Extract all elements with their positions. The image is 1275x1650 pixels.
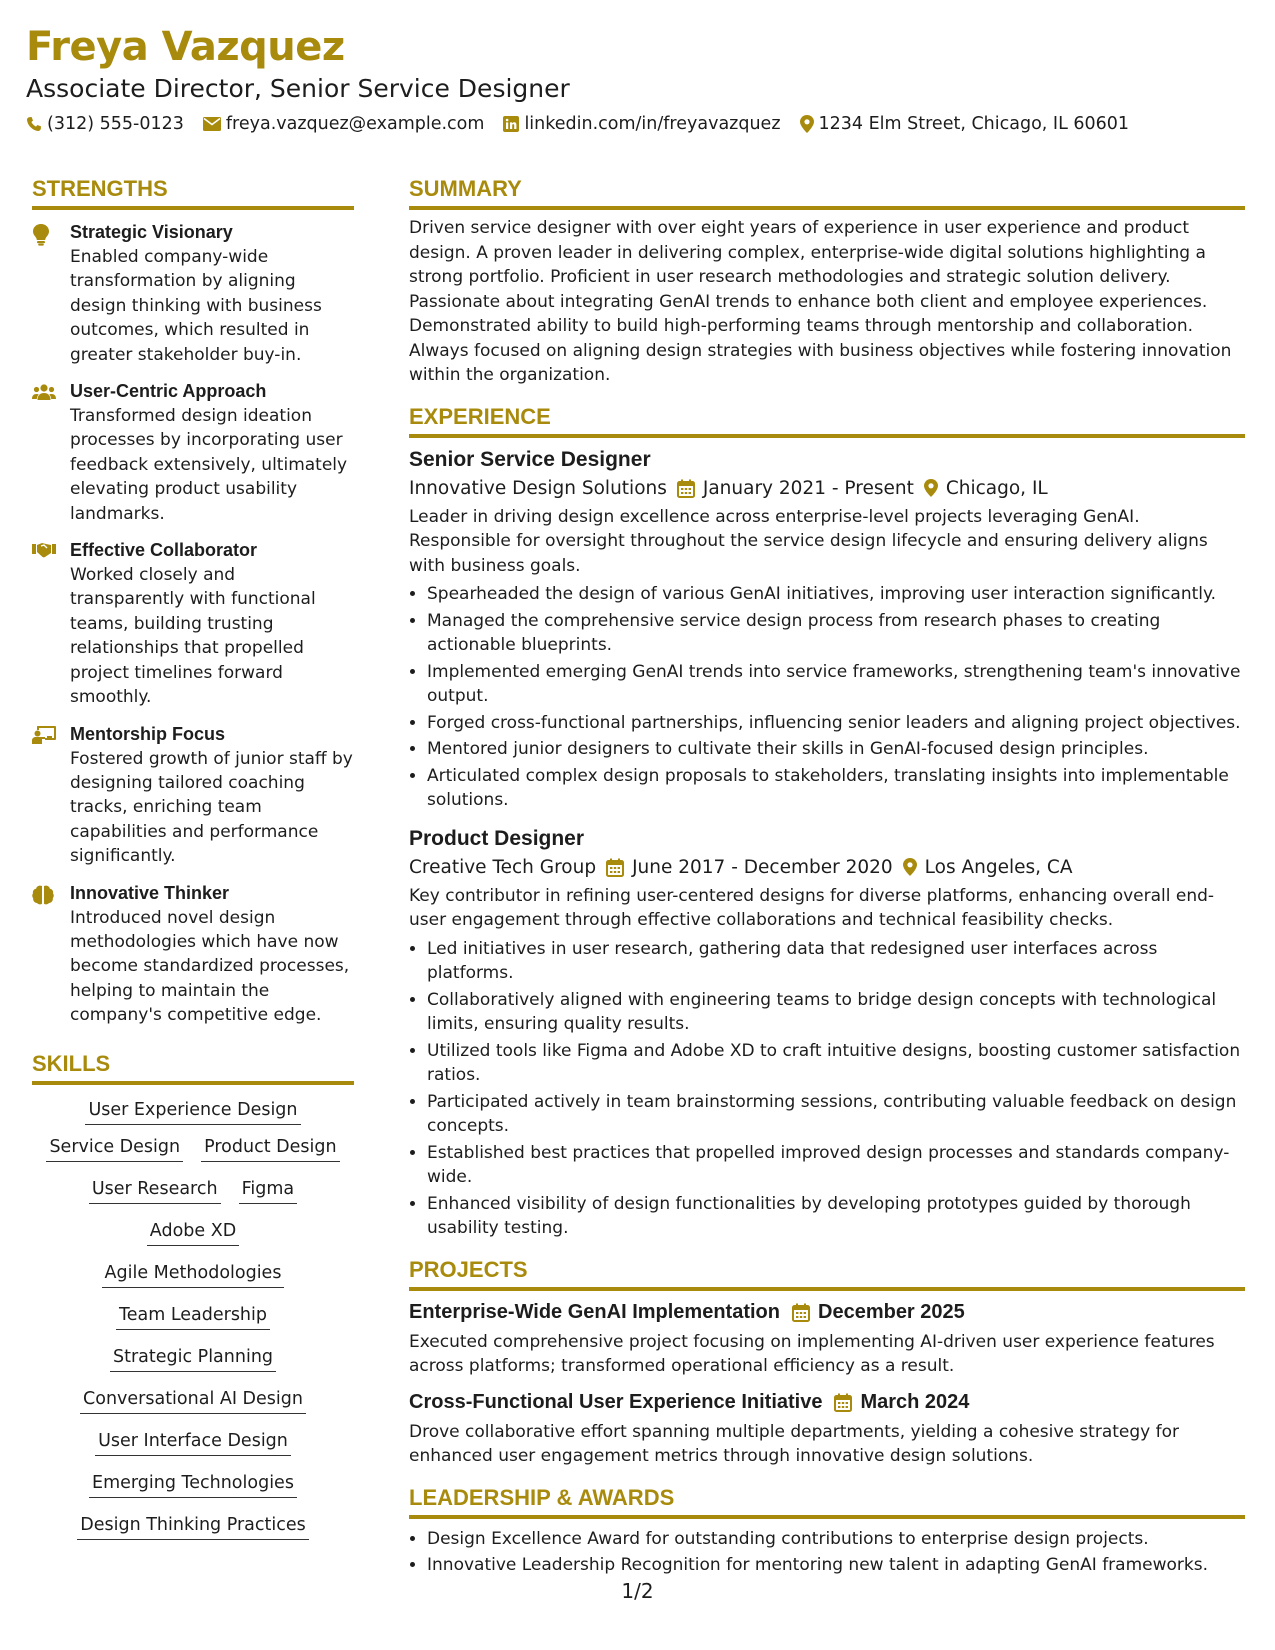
skill-tag: Strategic Planning xyxy=(110,1347,276,1372)
job-bullet: • Implemented emerging GenAI trends into service frameworks, strengthening team's innovative output. xyxy=(427,660,1245,709)
job-bullet: • Collaboratively aligned with engineering teams to bridge design concepts with technological limits, ensuring quality results. xyxy=(427,988,1245,1037)
lightbulb-icon xyxy=(32,224,50,246)
strength-title: Innovative Thinker xyxy=(70,882,230,903)
linkedin-text: linkedin.com/in/freyavazquez xyxy=(524,114,781,134)
award-item: • Design Excellence Award for outstanding contributions to enterprise design projects. xyxy=(427,1527,1245,1552)
linkedin-icon xyxy=(503,116,519,132)
job-bullet: • Participated actively in team brainstorming sessions, contributing valuable feedback on design concepts. xyxy=(427,1090,1245,1139)
skill-tag: Figma xyxy=(239,1179,298,1204)
job-bullet: • Mentored junior designers to cultivate their skills in GenAI-focused design principles. xyxy=(427,737,1245,762)
project-title: Cross-Functional User Experience Initiative xyxy=(409,1390,823,1413)
skills-section xyxy=(32,1051,354,1540)
project-entry xyxy=(409,1391,1245,1469)
handshake-icon xyxy=(32,542,56,558)
project-header xyxy=(409,1301,1245,1324)
job-bullet: • Managed the comprehensive service design process from research phases to creating actionable blueprints. xyxy=(427,609,1245,658)
strength-title: Effective Collaborator xyxy=(70,540,258,561)
job-bullet: • Enhanced visibility of design functionalities by developing prototypes guided by thorough usability testing. xyxy=(427,1192,1245,1241)
strength-description: Enabled company-wide transformation by aligning design thinking with business outcomes, which resulted in greater stakeholder buy-in. xyxy=(70,247,322,365)
strength-description: Fostered growth of junior staff by designing tailored coaching tracks, enriching team capabilities and performance significantly. xyxy=(70,748,353,867)
calendar-icon xyxy=(677,479,695,498)
page-number: 1/2 xyxy=(621,1579,654,1603)
calendar-icon xyxy=(792,1303,810,1322)
award-item: • Innovative Leadership Recognition for mentoring new talent in adapting GenAI frameworks. xyxy=(427,1553,1245,1578)
skills-heading: SKILLS xyxy=(32,1051,354,1085)
skill-tag: Conversational AI Design xyxy=(80,1389,306,1414)
skill-tag: Service Design xyxy=(46,1137,183,1162)
contact-phone xyxy=(26,114,184,134)
skill-tag: User Experience Design xyxy=(85,1100,300,1125)
awards-list xyxy=(409,1527,1245,1578)
phone-text: (312) 555-0123 xyxy=(47,114,184,134)
job-entry xyxy=(409,448,1245,813)
summary-text: Driven service designer with over eight years of experience in user experience and product design. A proven leader in delivering complex, enterprise-wide digital solutions highlighting a strong portfolio. Proficient in user research methodologies and strategic solution delivery. Passionate about integrating GenAI trends to enhance both client and employee experiences. Demonstrated ability to build high-performing teams through mentorship and collaboration. Always focused on aligning design strategies with business objectives while fostering innovation within the organization. xyxy=(409,218,1232,385)
job-bullets xyxy=(409,937,1245,1241)
envelope-icon xyxy=(203,117,221,131)
contact-email[interactable] xyxy=(203,114,485,134)
strength-item xyxy=(32,222,354,367)
project-entry xyxy=(409,1301,1245,1379)
job-meta xyxy=(409,857,1245,878)
strength-item xyxy=(32,381,354,526)
job-dates: June 2017 - December 2020 xyxy=(632,856,893,878)
calendar-icon xyxy=(834,1393,852,1412)
job-role: Product Designer xyxy=(409,826,585,850)
job-bullet: • Established best practices that propelled improved design processes and standards company-wide. xyxy=(427,1141,1245,1190)
job-bullet: • Forged cross-functional partnerships, influencing senior leaders and aligning project objectives. xyxy=(427,711,1245,736)
projects-heading: PROJECTS xyxy=(409,1257,1245,1291)
job-role: Senior Service Designer xyxy=(409,447,651,471)
skills-list xyxy=(32,1100,354,1540)
job-bullet: • Spearheaded the design of various GenAI initiatives, improving user interaction significantly. xyxy=(427,582,1245,607)
strength-title: Strategic Visionary xyxy=(70,222,233,242)
strength-title: Mentorship Focus xyxy=(70,723,226,744)
strength-description: Transformed design ideation processes by incorporating user feedback extensively, ultimately elevating product usability landmarks. xyxy=(70,406,348,524)
calendar-icon xyxy=(606,858,624,877)
strength-item xyxy=(32,724,354,869)
job-description: Key contributor in refining user-centered designs for diverse platforms, enhancing overall end-user engagement through effective collaborations and technical feasibility checks. xyxy=(409,885,1215,930)
skill-tag: Emerging Technologies xyxy=(89,1473,297,1498)
strengths-heading: STRENGTHS xyxy=(32,176,354,210)
project-description: Executed comprehensive project focusing on implementing AI-driven user experience features across platforms; transformed operational efficiency as a result. xyxy=(409,1331,1215,1376)
skill-tag: Team Leadership xyxy=(116,1305,270,1330)
candidate-headline: Associate Director, Senior Service Designer xyxy=(26,74,570,103)
skill-tag: Product Design xyxy=(201,1137,339,1162)
skill-tag: Agile Methodologies xyxy=(102,1263,285,1288)
contact-linkedin[interactable] xyxy=(503,114,780,134)
job-description: Leader in driving design excellence across enterprise-level projects leveraging GenAI. Responsible for oversight throughout the service design lifecycle and ensuring delivery aligns with business goals. xyxy=(409,506,1208,576)
job-bullet: • Led initiatives in user research, gathering data that redesigned user interfaces across platforms. xyxy=(427,937,1245,986)
contact-address xyxy=(800,114,1130,134)
map-pin-icon xyxy=(903,858,917,876)
job-bullets xyxy=(409,582,1245,813)
job-company: Innovative Design Solutions xyxy=(409,477,667,499)
skill-tag: Adobe XD xyxy=(147,1221,239,1246)
strength-item xyxy=(32,883,354,1028)
address-text: 1234 Elm Street, Chicago, IL 60601 xyxy=(818,114,1130,134)
job-bullet: • Utilized tools like Figma and Adobe XD to craft intuitive designs, boosting customer satisfaction ratios. xyxy=(427,1039,1245,1088)
right-column xyxy=(409,176,1245,1580)
map-pin-icon xyxy=(800,115,814,133)
strength-item xyxy=(32,540,354,709)
project-title: Enterprise-Wide GenAI Implementation xyxy=(409,1300,780,1323)
skill-tag: User Interface Design xyxy=(95,1431,291,1456)
job-location: Chicago, IL xyxy=(945,477,1048,499)
brain-icon xyxy=(32,885,54,905)
job-location: Los Angeles, CA xyxy=(924,856,1073,878)
project-date: December 2025 xyxy=(818,1300,965,1323)
strength-description: Introduced novel design methodologies which have now become standardized processes, helping to maintain the company's competitive edge. xyxy=(70,907,350,1026)
strength-title: User-Centric Approach xyxy=(70,381,267,402)
project-date: March 2024 xyxy=(860,1390,970,1413)
summary-heading: SUMMARY xyxy=(409,176,1245,210)
chalkboard-teacher-icon xyxy=(32,726,56,744)
users-icon xyxy=(32,383,56,401)
candidate-name: Freya Vazquez xyxy=(26,24,345,70)
contact-bar xyxy=(26,114,1129,134)
email-text: freya.vazquez@example.com xyxy=(225,114,485,134)
project-header xyxy=(409,1391,1245,1414)
project-description: Drove collaborative effort spanning multiple departments, yielding a cohesive strategy for enhanced user engagement metrics through innovative design solutions. xyxy=(409,1421,1179,1466)
skill-tag: User Research xyxy=(89,1179,221,1204)
left-column xyxy=(32,176,354,1540)
job-meta xyxy=(409,478,1245,499)
experience-heading: EXPERIENCE xyxy=(409,404,1245,438)
job-dates: January 2021 - Present xyxy=(702,477,914,499)
job-company: Creative Tech Group xyxy=(409,856,597,878)
job-entry xyxy=(409,827,1245,1241)
phone-icon xyxy=(26,116,42,132)
strength-description: Worked closely and transparently with functional teams, building trusting relationships that propelled project timelines forward smoothly. xyxy=(70,565,316,708)
job-bullet: • Articulated complex design proposals to stakeholders, translating insights into implementable solutions. xyxy=(427,764,1245,813)
skill-row xyxy=(36,1100,350,1120)
skill-tag: Design Thinking Practices xyxy=(77,1515,309,1540)
awards-heading: LEADERSHIP & AWARDS xyxy=(409,1485,1245,1519)
map-pin-icon xyxy=(924,479,938,497)
